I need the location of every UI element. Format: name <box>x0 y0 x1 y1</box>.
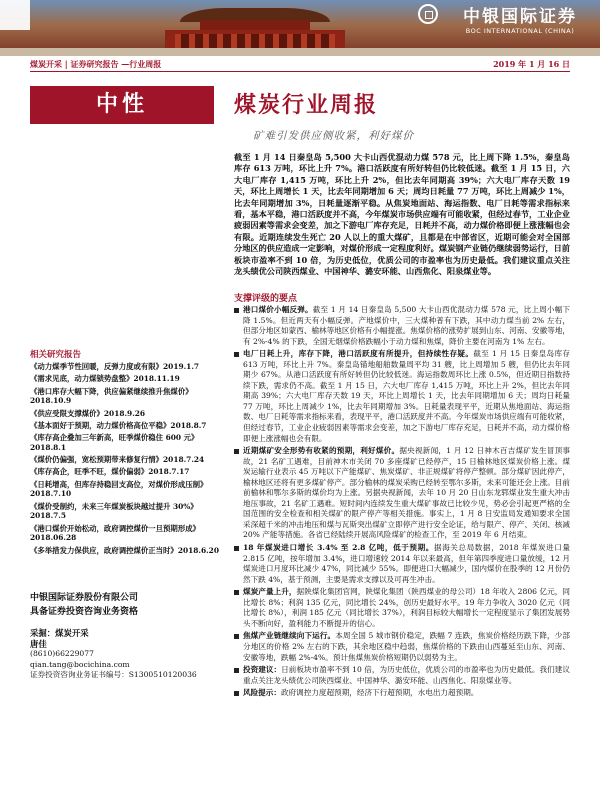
related-reports-heading: 相关研究报告 <box>30 350 82 360</box>
related-reports-list <box>30 362 228 558</box>
related-report-item[interactable]: 《港口煤价开始松动，政府调控煤价一旦预期形成》2018.06.28 <box>30 523 200 543</box>
key-point-text: 截至 1 月 14 日秦皇岛 5,500 大卡山西优混动力煤 578 元，比上周小幅下降 1.5%。但近两天有小幅反弹。产地煤价中，三大煤种普有下跌，其中动力煤当前 2% 左右，但部分地区如蒙西、榆林等地区价格有小幅提涨。焦煤价格的涨势扩展到山东、河南、安徽等地，有 2%-4% 的下跌，全国无烟煤价格跌幅小于动力煤和焦煤，降价主要在河南为 1% 左右。 <box>243 305 570 346</box>
analyst-name: 唐佳 <box>30 638 47 649</box>
key-point-lead: 近期煤矿安全形势有收紧的预期，利好煤价。 <box>243 446 400 456</box>
related-report-item[interactable]: 《日耗增高，但库存持稳回支高位，对煤价形成压制》2018.7.10 <box>30 479 208 499</box>
report-date: 2019 年 1 月 16 日 <box>493 59 570 69</box>
key-point-lead: 电厂日耗上升，库存下降，港口活跃度有所提升，但持续性存疑。 <box>243 349 474 359</box>
analyst-email[interactable]: qian.tang@bocichina.com <box>30 659 130 669</box>
boc-logo-icon <box>418 4 438 24</box>
rating-badge: 中性 <box>30 86 214 124</box>
key-point-text: 本周全国 5 城市钢价稳定，跌幅 7 连跌，焦炭价格经历跌下降，少部分地区的价格 2% 左右的下跌，其余地区稳中趋弱，焦煤价格的下跌由山西蔓延至山东、河南、安徽等地，跌幅 2%-4%。预计焦煤焦炭价格短期仍以弱势为主。 <box>243 631 570 662</box>
key-point-lead: 投资建议： <box>243 665 282 675</box>
key-points-list <box>234 305 570 701</box>
corner-logo-box <box>0 0 30 30</box>
key-point-item <box>234 543 570 585</box>
key-points-heading: 支撑评级的要点 <box>234 294 298 304</box>
brand-name-cn: 中银国际证券 <box>463 7 577 27</box>
key-point-item <box>234 631 570 663</box>
palace-ground <box>0 48 600 56</box>
key-point-lead: 18 年煤炭进口增长 3.4% 至 2.8 亿吨，低于预期。 <box>243 543 434 553</box>
analyst-block <box>30 628 228 681</box>
brand-logo <box>440 2 600 35</box>
related-report-item[interactable]: 《煤价仍偏强，宽松预期带来修复行情》2018.7.24 <box>30 455 205 465</box>
key-point-text: 截至 1 月 15 日秦皇岛库存 613 万吨，环比上升 7%。秦皇岛锚地船舶数量周平均 31 艘，比上周增加 5 艘，但仍比去年同期少 67%。从港口活跃度有所好转但仍比较低迷。海运指数周环比上涨 0.5%，但近期日指数持续下跌，需求仍不高。截至 1 月 15 日，六大电厂库存 1,415 万吨，环比上升 2%，但比去年同期高 39%；六大电厂库存天数 19 天，环比上周增长 1 天，比去年同期增加 6 天；周均日耗量 77 万吨，环比上周减少 1%，比去年同期增加 3%。日耗量表现平平，近期从焦地面站、海运指数、电厂日耗等需求指标来看，表现平平，港口活跃度并不高。今年煤炭市场供应端有可能收紧，但经过春节，工业企业疲弱因素等需求会变差，加之下游电厂库存充足，日耗并不高，动力煤价格即便上涨涨幅也会有限。 <box>243 349 571 443</box>
key-point-text: 日前板块市盈率不到 10 倍，为历史低位，优质公司的市盈率也为历史最低。我们建议重点关注龙头绩优公司陕西煤业、中国神华、潞安环能、山西焦化、阳泉煤业等。 <box>243 665 570 685</box>
company-license: 具备证券投资咨询业务资格 <box>30 607 139 617</box>
key-point-lead: 港口煤价小幅反弹。 <box>243 305 313 314</box>
related-report-item[interactable]: 《基本面好于预期，动力煤价格高位平稳》2018.8.7 <box>30 420 207 430</box>
key-point-lead: 煤炭产量上升， <box>243 587 297 597</box>
related-report-item[interactable]: 《煤价受制约，未来三年煤炭板块越过提升 30%》2018.7.5 <box>30 501 198 521</box>
related-report-item[interactable]: 《需求见底，动力煤锁势盘整》2018.11.19 <box>30 374 180 384</box>
related-report-item[interactable]: 《库存高企叠加三年新高，旺季煤价稳住 600 元》2018.8.1 <box>30 433 199 452</box>
related-report-item[interactable]: 《供应受限支撑煤价》2018.9.26 <box>30 408 146 418</box>
key-point-lead: 风险提示： <box>243 688 281 698</box>
related-report-item[interactable]: 《库存高企，旺季不旺，煤价偏弱》2018.7.17 <box>30 467 190 477</box>
key-point-text: 据陕煤化集团官网，陕煤化集团（陕西煤业的母公司）18 年收入 2806 亿元，同比增长 8%；利润 135 亿元，同比增长 24%，创历史最好水平。19 年力争收入 3020 亿元（同比增长 8%），利润 185 亿元（同比增长 37%），利润目标较大幅增长一定程度显示了集团发展势头不断向好，盈利能力不断提升的信心。 <box>243 587 570 628</box>
related-report-item[interactable]: 《港口库存大幅下降，供应偏紧继续推升焦煤价》2018.10.9 <box>30 386 193 406</box>
key-point-item <box>234 349 570 444</box>
key-point-text: 政府调控力度超预期，经济下行超预期，水电出力超预期。 <box>280 688 479 698</box>
palace-eave <box>200 20 310 30</box>
report-series: 煤炭开采 | 证券研究报告 —行业周报 <box>30 59 162 69</box>
header-banner <box>0 0 600 56</box>
key-point-lead: 焦煤产业链继续向下运行。 <box>243 631 336 641</box>
key-point-item <box>234 688 570 699</box>
company-block <box>30 591 228 619</box>
brand-name-en: BOC INTERNATIONAL (CHINA) <box>465 27 575 35</box>
related-report-item[interactable]: 《动力煤季节性回暖，反弹力度或有限》2019.1.7 <box>30 362 200 371</box>
key-point-item <box>234 305 570 347</box>
summary-paragraph: 截至 1 月 14 日秦皇岛 5,500 大卡山西优混动力煤 578 元，比上周下降 1.5%，秦皇岛库存 613 万吨，环比上升 7%。港口活跃度有所好转但仍比较低迷。截至 1 月 15 日，六大电厂库存 1,415 万吨，环比上升 2%，但比去年同期高 39%；六大电厂库存天数 19 天，环比上周增长 1 天，比去年同期增加 6 天；周均日耗量 77 万吨，环比上周减少 1%，比去年同期增加 3%，日耗量逐渐平稳。从焦炭地面站、海运指数、电厂日耗等需求指标来看，基本平稳，港口活跃度并不高，今年煤炭市场供应端有可能收紧，但经过春节，工业企业疲弱因素等需求会变差，加之下游电厂库存充足，日耗并不高，动力煤价格即便上涨涨幅也会有限。近期连续发生死亡 20 人以上的重大煤矿，且都是在中部省区，近期可能会对全国部分地区的供应造成一定影响，对煤价形成一定程度利好。煤炭钢产业链仍继续弱势运行，日前板块市盈率不到 10 倍，为历史低位，优质公司的市盈率也为历史最低。我们建议重点关注龙头绩优公司陕西煤业、中国神华、潞安环能、山西焦化、阳泉煤业等。 <box>234 152 570 277</box>
analyst-phone: (8610)66229077 <box>30 649 94 659</box>
key-point-text: 据央视新闻，1 月 12 日神木百吉煤矿发生冒顶事故，21 名矿工遇难，目前神木市关闭 70 多座煤矿已经停产，15 日榆林地区煤炭价格上涨。煤炭运输行业表示 45 万吨以下产能煤矿、焦炭煤矿、非正规煤矿将停产整顿。部分煤矿因此停产，榆林地区还将有更多煤矿停产。部分榆林的煤炭采购已经转至鄂尔多斯，未来可能还会上涨。目前前榆林和鄂尔多斯的煤价均为上涨。另据央视新闻，去年 10 月 20 日山东龙郓煤业发生重大冲击地压事故，21 名矿工遇难。短时间内连续发生重大煤矿事故已比较少见，势必会引起更严格的全国范围的安全检查和相关煤矿的限产停产等相关措施。事实上，1 月 8 日安监局发通知要求全国采深超千米的冲击地压和煤与瓦斯突出煤矿立即停产进行安全论证，给与限产、停产、关闭、核减 20% 产能等措施。各省已经陆续开展高风险煤矿的检查工作，至 2019 年 6 月结束。 <box>243 446 571 540</box>
key-point-text: 据海关总局数据，2018 年煤炭进口量 2.815 亿吨，按年增加 3.4%，进口增速较 2014 年以来最高，但年第四季度进口量放缓，12 月煤炭进口月度环比减少 47%，同比减少 55%。即便进口大幅减少，国内煤价在股季的 12 月份仍然下跌 4%，基于预测，主要是需求支撑以及可再生冲击。 <box>243 543 570 584</box>
report-meta-bar <box>30 57 570 72</box>
analyst-cert: 证券投资咨询业务证书编号：S1300510120036 <box>30 670 197 680</box>
key-point-item <box>234 665 570 686</box>
page-title: 煤炭行业周报 <box>234 93 379 118</box>
related-report-item[interactable]: 《多举措发力保供应，政府调控煤价正当时》2018.6.20 <box>30 545 219 555</box>
key-point-item <box>234 446 570 541</box>
company-name: 中银国际证券股份有限公司 <box>30 593 139 603</box>
key-point-item <box>234 587 570 629</box>
sector-label: 采掘：煤炭开采 <box>30 628 89 638</box>
page-subtitle: 矿难引发供应侧收紧，利好煤价 <box>253 130 414 142</box>
